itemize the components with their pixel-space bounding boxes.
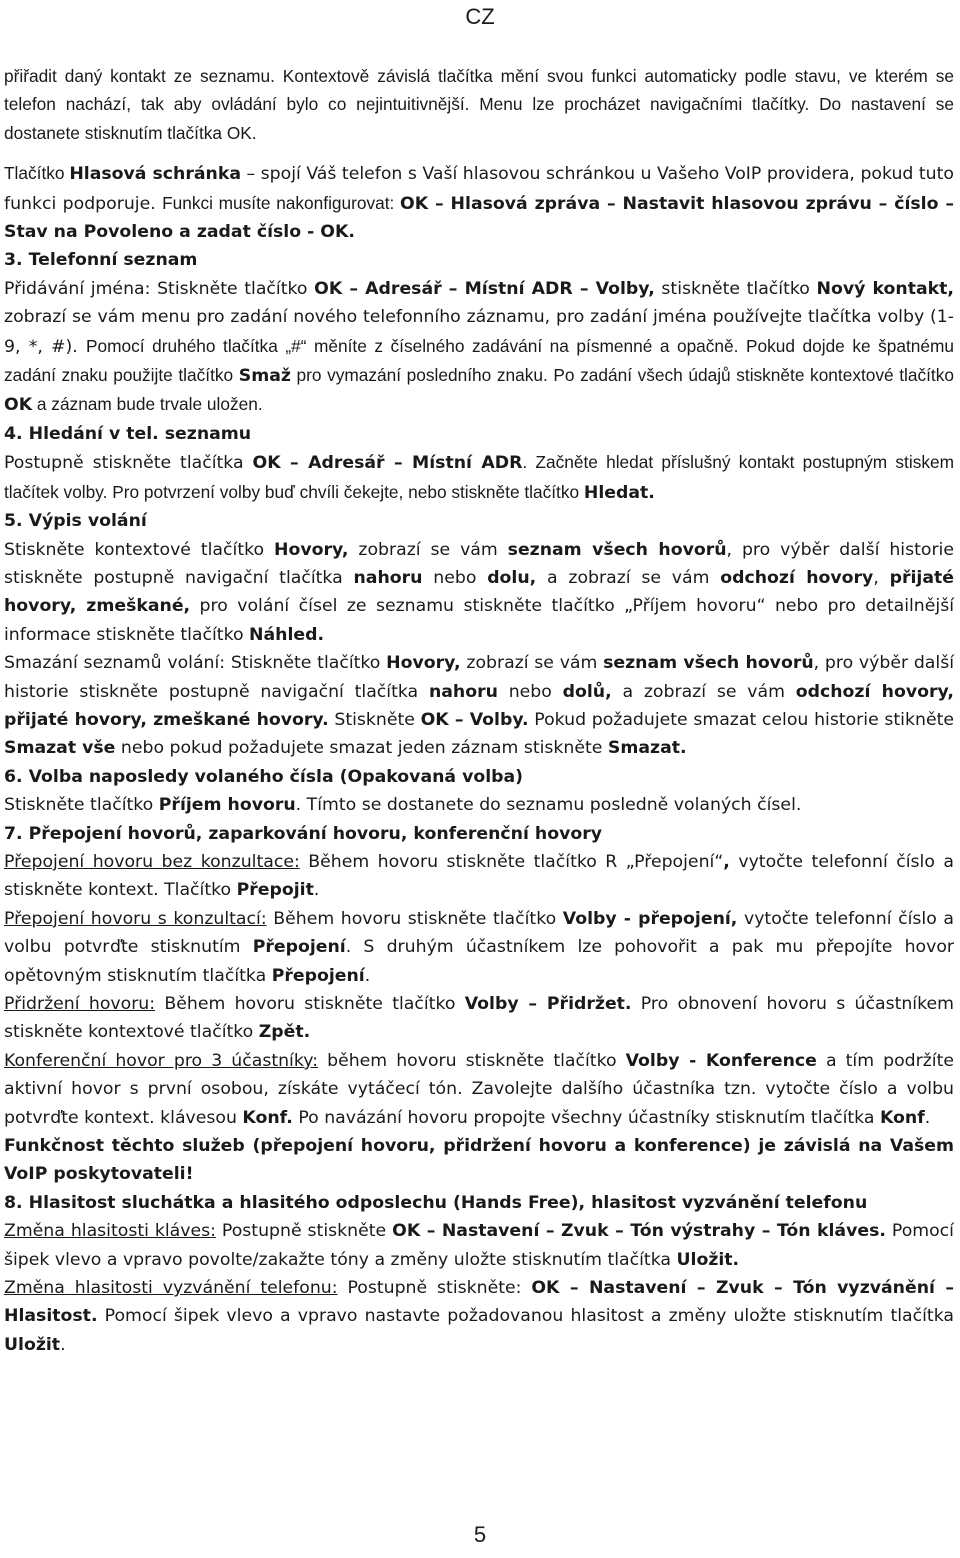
section-7-conference: Konferenční hovor pro 3 účastníky: během hovoru stiskněte tlačítko Volby - Konference a tím podržíte aktivní hovor s první osobou, získáte vytáčecí tón. Zavolejte dalšího účastníka tzn. vytočte číslo a volbu potvrďte kontext. klávesou Konf. Po navázání hovoru propojte všechny účastníky stisknutím tlačítka Konf. bbox=[4, 1050, 955, 1128]
section-8-ring: Změna hlasitosti vyzvánění telefonu: Postupně stiskněte: OK – Nastavení – Zvuk – Tón vyzvánění – Hlasitost. Pomocí šipek vlevo a vpravo nastavte požadovanou hlasitost a změny uložte stisknutím tlačítka Uložit. bbox=[4, 1278, 955, 1355]
section-7-transfer-blind: Přepojení hovoru bez konzultace: Během hovoru stiskněte tlačítko R „Přepojení“, vytočte telefonní číslo a stiskněte kontext. Tlačítko Přepojit. bbox=[4, 851, 954, 901]
manual-body bbox=[4, 62, 954, 1359]
section-8-keys: Změna hlasitosti kláves: Postupně stiskněte OK – Nastavení – Zvuk – Tón výstrahy – Tón kláves. Pomocí šipek vlevo a vpravo povolte/zakažte tóny a změny uložte stisknutím tlačítka Uložit. bbox=[4, 1221, 954, 1270]
section-5-title: 5. Výpis volání bbox=[4, 511, 147, 532]
voicemail-text-3: Funkci musíte nakonfigurovat: bbox=[162, 192, 401, 213]
intro-paragraph bbox=[4, 62, 954, 147]
language-code: CZ bbox=[465, 4, 495, 29]
section-6-title: 6. Volba naposledy volaného čísla (Opakovaná volba) bbox=[4, 766, 524, 787]
section-8-title: 8. Hlasitost sluchátka a hlasitého odposlechu (Hands Free), hlasitost vyzvánění telefonu bbox=[4, 1192, 868, 1213]
voicemail-steps: OK – Hlasová zpráva – Nastavit hlasovou zprávu – číslo – Stav na Povoleno a zadat číslo - OK. bbox=[4, 193, 954, 243]
voicemail-text-1: Tlačítko bbox=[4, 163, 70, 184]
intro-text: přiřadit daný kontakt ze seznamu. Kontextově závislá tlačítka mění svou funkci automaticky podle stavu, ve kterém se telefon nachází, tak aby ovládání bylo co nejintuitivnější. Menu lze procházet navigačními tlačítky. Do nastavení se dostanete stisknutím tlačítka OK. bbox=[4, 66, 954, 143]
voicemail-paragraph bbox=[4, 159, 954, 246]
section-7-transfer-consult: Přepojení hovoru s konzultací: Během hovoru stiskněte tlačítko Volby - přepojení, vytočte telefonní číslo a volbu potvrďte stisknutím Přepojení. S druhým účastníkem lze pohovořit a pak mu přepojíte hovor opětovným stisknutím tlačítka Přepojení. bbox=[4, 908, 954, 986]
section-4-title: 4. Hledání v tel. seznamu bbox=[4, 423, 252, 444]
page-number: 5 bbox=[473, 1522, 487, 1547]
section-7-note: Funkčnost těchto služeb (přepojení hovoru, přidržení hovoru a konference) je závislá na Vašem VoIP poskytovateli! bbox=[4, 1136, 954, 1185]
section-6-body: Stiskněte tlačítko Příjem hovoru. Tímto se dostanete do seznamu posledně volaných čísel. bbox=[4, 795, 802, 816]
section-3-title: 3. Telefonní seznam bbox=[4, 250, 198, 271]
section-3-body: Přidávání jména: Stiskněte tlačítko OK – Adresář – Místní ADR – Volby, stiskněte tlačítko Nový kontakt, zobrazí se vám menu pro zadání nového telefonního záznamu, pro zadání jména používejte tlačítka volby (1-9, *, #). Pomocí druhého tlačítka „#“ měníte z číselného zadávání na písmenné a opačně. Pokud dojde ke špatnému zadání znaku použijte tlačítko Smaž pro vymazání posledního znaku. Po zadání všech údajů stiskněte kontextové tlačítko OK a záznam bude trvale uložen. bbox=[4, 278, 954, 416]
voicemail-text-2: – spojí Váš telefon s Vaší hlasovou schránkou u Vašeho VoIP providera, pokud tuto funkci podporuje. bbox=[4, 164, 954, 214]
voicemail-bold: Hlasová schránka bbox=[69, 164, 241, 185]
section-5-delete: Smazání seznamů volání: Stiskněte tlačítko Hovory, zobrazí se vám seznam všech hovorů, pro výběr další historie stiskněte postupně navigační tlačítka nahoru nebo dolů, a zobrazí se vám odchozí hovory, přijaté hovory, zmeškané hovory. Stiskněte OK – Volby. Pokud požadujete smazat celou historie stikněte Smazat vše nebo pokud požadujete smazat jeden záznam stiskněte Smazat. bbox=[4, 653, 955, 759]
section-7-hold: Přidržení hovoru: Během hovoru stiskněte tlačítko Volby – Přidržet. Pro obnovení hovoru s účastníkem stiskněte kontextové tlačítko Zpět. bbox=[4, 994, 954, 1043]
section-4-body: Postupně stiskněte tlačítka OK – Adresář – Místní ADR. Začněte hledat příslušný kontakt postupným stiskem tlačítek volby. Pro potvrzení volby buď chvíli čekejte, nebo stiskněte tlačítko Hledat. bbox=[4, 452, 954, 503]
section-5-body: Stiskněte kontextové tlačítko Hovory, zobrazí se vám seznam všech hovorů, pro výběr další historie stiskněte postupně navigační tlačítka nahoru nebo dolu, a zobrazí se vám odchozí hovory, přijaté hovory, zmeškané, pro volání čísel ze seznamu stiskněte tlačítko „Příjem hovoru“ nebo pro detailnější informace stiskněte tlačítko Náhled. bbox=[4, 539, 954, 645]
section-7-title: 7. Přepojení hovorů, zaparkování hovoru, konferenční hovory bbox=[4, 823, 602, 844]
